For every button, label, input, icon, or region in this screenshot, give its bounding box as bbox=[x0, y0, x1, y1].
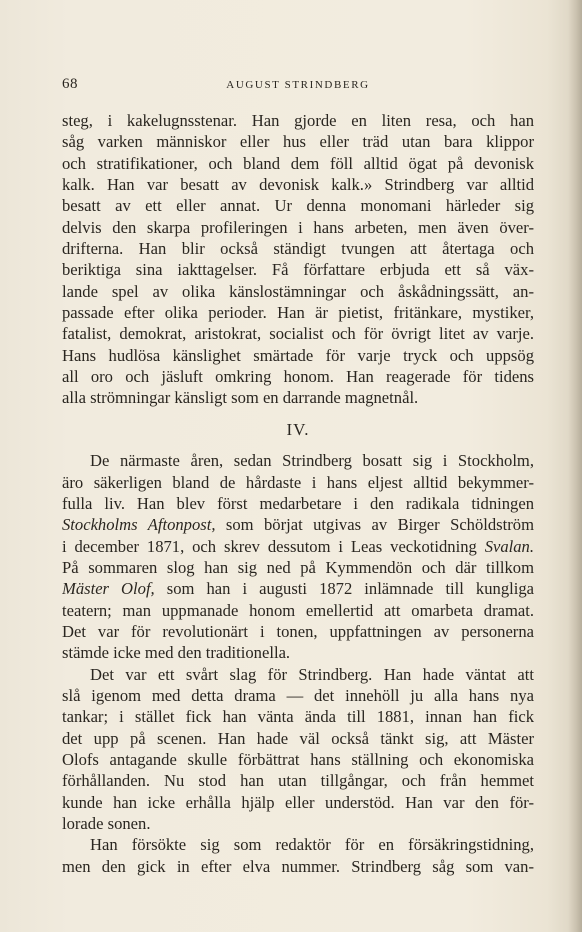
page-header bbox=[62, 76, 534, 98]
text-line: förhållanden. Nu stod han utan tillgångar, och från hemmet bbox=[62, 771, 534, 791]
text-line: slå igenom med detta drama — det innehöll ju alla hans nya bbox=[62, 685, 534, 705]
text-fragment: som börjat utgivas av Birger Schöldström bbox=[215, 515, 534, 535]
text-line bbox=[62, 514, 534, 535]
text-line: fatalist, demokrat, aristokrat, socialist och för övrigt litet av varje. bbox=[62, 324, 534, 344]
text-line: teatern; man uppmanade honom emellertid att omarbeta dramat. bbox=[62, 600, 534, 620]
body-text bbox=[62, 110, 534, 877]
italic-title: Svalan. bbox=[484, 536, 534, 556]
text-line: lorade sonen. bbox=[62, 814, 151, 833]
text-line: det upp på scenen. Han hade väl också tänkt sig, att Mäster bbox=[62, 728, 534, 748]
text-line: Hans hudlösa känslighet smärtade för varje tryck och uppsög bbox=[62, 345, 534, 365]
text-line: Det var ett svårt slag för Strindberg. Han hade väntat att bbox=[90, 664, 534, 684]
text-line: kalk. Han var besatt av devonisk kalk.» Strindberg var alltid bbox=[62, 175, 534, 195]
italic-title: Mäster Olof, bbox=[62, 579, 155, 599]
paragraph-4 bbox=[62, 834, 534, 877]
text-line bbox=[62, 536, 534, 557]
text-line: stämde icke med den traditionella. bbox=[62, 643, 291, 663]
running-head: AUGUST STRINDBERG bbox=[226, 79, 370, 91]
text-fragment: som han i augusti 1872 inlämnade till kungliga bbox=[154, 579, 534, 599]
text-line: På sommaren slog han sig ned på Kymmendön och där tillkom bbox=[62, 557, 534, 577]
text-line: drifterna. Han blir också ständigt tvungen att återtaga och bbox=[62, 239, 534, 259]
section-heading: IV. bbox=[286, 419, 310, 439]
text-line bbox=[62, 578, 534, 599]
text-line: Olofs antagande skulle förbättrat hans ställning och ekonomiska bbox=[62, 749, 534, 769]
text-line: Han försökte sig som redaktör för en försäkringstidning, bbox=[90, 835, 534, 855]
text-line: tankar; i stället fick han vänta ända till 1881, innan han fick bbox=[62, 707, 534, 727]
text-line: men den gick in efter elva nummer. Strindberg såg som van- bbox=[62, 856, 534, 876]
text-line: beriktiga sina iakttagelser. Få författare erbjuda ett så väx- bbox=[62, 260, 534, 280]
text-line: alla strömningar känsligt som en darrande magnetnål. bbox=[62, 388, 419, 408]
text-line: äro säkerligen bland de hårdaste i hans eljest alltid bekymmer- bbox=[62, 472, 534, 492]
text-fragment: i december 1871, och skrev dessutom i Leas veckotidning bbox=[62, 536, 485, 556]
text-line: Det var för revolutionärt i tonen, uppfattningen av personerna bbox=[62, 621, 534, 641]
text-line: såg varken människor eller hus eller träd utan bara klippor bbox=[62, 132, 534, 152]
paragraph-2 bbox=[62, 450, 534, 663]
text-line: steg, i kakelugnsstenar. Han gjorde en liten resa, och han bbox=[62, 111, 534, 130]
paragraph-1 bbox=[62, 110, 534, 409]
italic-title: Stockholms Aftonpost, bbox=[62, 515, 216, 535]
page-number: 68 bbox=[62, 76, 78, 92]
text-line: lande spel av olika känslostämningar och åskådningssätt, an- bbox=[62, 281, 534, 301]
text-line: De närmaste åren, sedan Strindberg bosatt sig i Stockholm, bbox=[90, 451, 534, 471]
text-line: kunde han icke erhålla hjälp eller understöd. Han var den för- bbox=[62, 792, 534, 812]
paragraph-3 bbox=[62, 664, 534, 835]
page-edge-shadow bbox=[568, 0, 582, 932]
text-line: all oro och jäsluft omkring honom. Han reagerade för tidens bbox=[62, 367, 534, 387]
text-line: passade efter olika perioder. Han är pietist, fritänkare, mystiker, bbox=[62, 303, 534, 323]
text-line: fulla liv. Han blev först medarbetare i den radikala tidningen bbox=[62, 493, 534, 513]
text-line: delvis den skarpa profileringen i hans arbeten, men även över- bbox=[62, 217, 534, 237]
text-line: besatt av ett eller annat. Ur denna monomani härleder sig bbox=[62, 196, 534, 216]
text-line: och stratifikationer, och bland dem föll alltid ögat på devonisk bbox=[62, 153, 534, 173]
